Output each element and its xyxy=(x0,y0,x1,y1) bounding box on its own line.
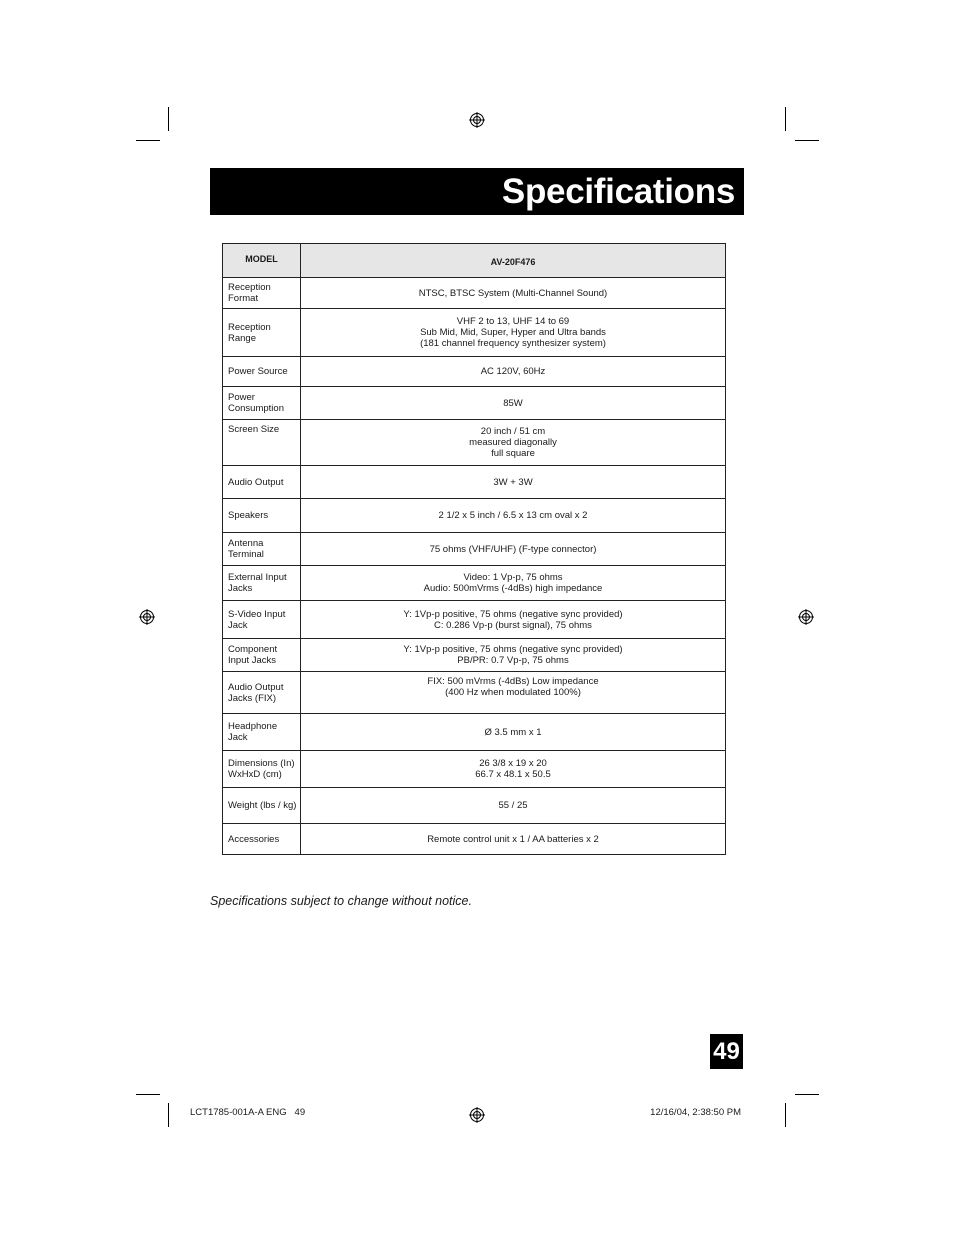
page-title: Specifications xyxy=(501,172,735,211)
crop-mark xyxy=(785,1103,786,1127)
crop-mark xyxy=(785,107,786,131)
spec-value: Y: 1Vp-p positive, 75 ohms (negative sync provided) C: 0.286 Vp-p (burst signal), 75 ohms xyxy=(301,601,726,639)
spec-label: Audio Output Jacks (FIX) xyxy=(223,672,301,714)
registration-mark-icon xyxy=(469,1107,485,1123)
spec-value: NTSC, BTSC System (Multi-Channel Sound) xyxy=(301,278,726,309)
spec-label: Reception Range xyxy=(223,309,301,357)
spec-value: 20 inch / 51 cm measured diagonally full square xyxy=(301,420,726,466)
spec-label: Power Source xyxy=(223,357,301,387)
spec-value: 26 3/8 x 19 x 20 66.7 x 48.1 x 50.5 xyxy=(301,751,726,788)
spec-label: Screen Size xyxy=(223,420,301,466)
crop-mark xyxy=(168,1103,169,1127)
spec-value: 85W xyxy=(301,387,726,420)
specifications-table xyxy=(222,243,726,855)
crop-mark xyxy=(795,1094,819,1095)
table-row xyxy=(223,420,726,466)
table-row xyxy=(223,357,726,387)
spec-value: 55 / 25 xyxy=(301,788,726,824)
table-row xyxy=(223,751,726,788)
footnote: Specifications subject to change without notice. xyxy=(210,894,472,908)
crop-mark xyxy=(136,1094,160,1095)
spec-label: S-Video Input Jack xyxy=(223,601,301,639)
footer-timestamp: 12/16/04, 2:38:50 PM xyxy=(650,1107,741,1118)
spec-label: Antenna Terminal xyxy=(223,533,301,566)
table-row xyxy=(223,466,726,499)
spec-label: Dimensions (In) WxHxD (cm) xyxy=(223,751,301,788)
spec-label: Headphone Jack xyxy=(223,714,301,751)
spec-label: Accessories xyxy=(223,824,301,855)
page-number-badge: 49 xyxy=(710,1034,743,1069)
crop-mark xyxy=(795,140,819,141)
spec-value: Video: 1 Vp-p, 75 ohms Audio: 500mVrms (-4dBs) high impedance xyxy=(301,566,726,601)
table-row xyxy=(223,788,726,824)
spec-label: Component Input Jacks xyxy=(223,639,301,672)
spec-label: Audio Output xyxy=(223,466,301,499)
table-row xyxy=(223,714,726,751)
model-header-value: AV-20F476 xyxy=(301,244,726,278)
table-row xyxy=(223,309,726,357)
crop-mark xyxy=(168,107,169,131)
registration-mark-icon xyxy=(798,609,814,625)
table-row xyxy=(223,566,726,601)
table-row xyxy=(223,533,726,566)
registration-mark-icon xyxy=(469,112,485,128)
spec-value: FIX: 500 mVrms (-4dBs) Low impedance (400 Hz when modulated 100%) xyxy=(301,672,726,714)
title-bar xyxy=(210,168,744,215)
spec-label: Reception Format xyxy=(223,278,301,309)
table-row xyxy=(223,499,726,533)
table-header-row xyxy=(223,244,726,278)
spec-label: Power Consumption xyxy=(223,387,301,420)
table-row xyxy=(223,672,726,714)
spec-value: 75 ohms (VHF/UHF) (F-type connector) xyxy=(301,533,726,566)
footer-doc-code: LCT1785-001A-A ENG 49 xyxy=(190,1107,306,1118)
registration-mark-icon xyxy=(139,609,155,625)
table-row xyxy=(223,639,726,672)
spec-value: Ø 3.5 mm x 1 xyxy=(301,714,726,751)
table-row xyxy=(223,824,726,855)
table-row xyxy=(223,278,726,309)
table-row xyxy=(223,601,726,639)
spec-value: Y: 1Vp-p positive, 75 ohms (negative sync provided) PB/PR: 0.7 Vp-p, 75 ohms xyxy=(301,639,726,672)
spec-value: 2 1/2 x 5 inch / 6.5 x 13 cm oval x 2 xyxy=(301,499,726,533)
spec-value: AC 120V, 60Hz xyxy=(301,357,726,387)
spec-value: Remote control unit x 1 / AA batteries x 2 xyxy=(301,824,726,855)
spec-label: External Input Jacks xyxy=(223,566,301,601)
model-header-label: MODEL xyxy=(223,244,301,278)
spec-label: Speakers xyxy=(223,499,301,533)
spec-label: Weight (lbs / kg) xyxy=(223,788,301,824)
crop-mark xyxy=(136,140,160,141)
table-row xyxy=(223,387,726,420)
spec-value: 3W + 3W xyxy=(301,466,726,499)
spec-value: VHF 2 to 13, UHF 14 to 69 Sub Mid, Mid, Super, Hyper and Ultra bands (181 channel frequency synthesizer system) xyxy=(301,309,726,357)
